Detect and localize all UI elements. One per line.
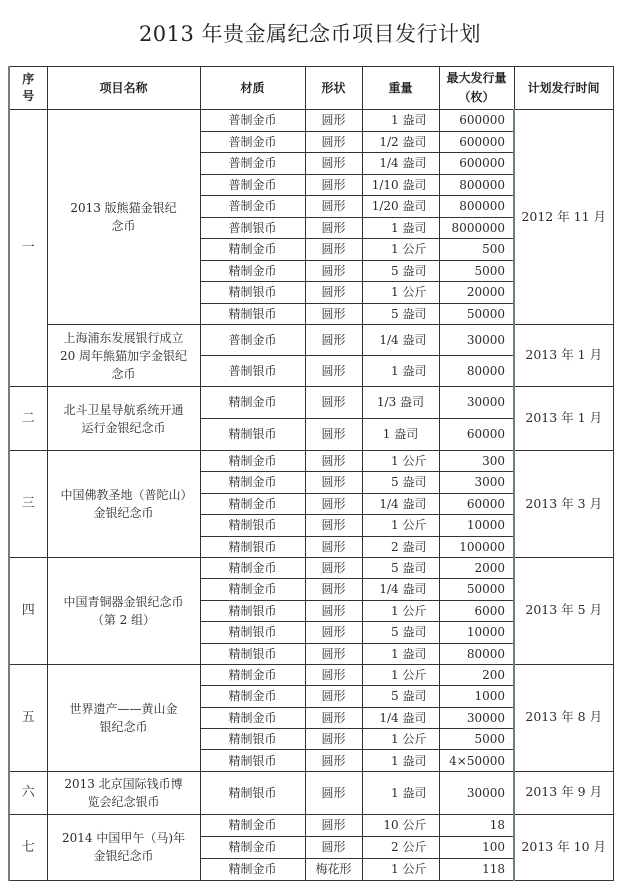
cell-quantity: 10000 <box>439 515 514 536</box>
page-title: 2013 年贵金属纪念币项目发行计划 <box>138 22 482 46</box>
cell-shape: 圆形 <box>305 174 362 196</box>
cell-weight: 5 盎司 <box>362 557 439 578</box>
cell-quantity: 30000 <box>439 325 514 356</box>
cell-seq: 五 <box>9 664 47 771</box>
cell-project-name <box>47 387 200 451</box>
table-row <box>9 771 613 814</box>
project-name-text: 2013 北京国际钱币博览会纪念银币 <box>64 776 183 809</box>
cell-shape: 圆形 <box>305 729 362 750</box>
cell-shape: 圆形 <box>305 217 362 239</box>
cell-shape: 圆形 <box>305 472 362 493</box>
cell-shape: 圆形 <box>305 282 362 304</box>
table-row <box>9 664 613 685</box>
cell-shape: 圆形 <box>305 131 362 153</box>
cell-weight: 1 公斤 <box>362 451 439 472</box>
cell-weight: 1 盎司 <box>362 217 439 239</box>
cell-project-name <box>47 325 200 387</box>
cell-weight: 5 盎司 <box>362 686 439 707</box>
cell-weight: 1 公斤 <box>362 282 439 304</box>
cell-issue-date: 2013 年 10 月 <box>514 814 613 880</box>
cell-material: 精制银币 <box>200 771 305 814</box>
cell-quantity: 20000 <box>439 282 514 304</box>
header-shape: 形状 <box>305 67 362 110</box>
cell-weight: 1/10 盎司 <box>362 174 439 196</box>
table-row <box>9 110 613 132</box>
cell-weight: 1/20 盎司 <box>362 196 439 218</box>
header-material: 材质 <box>200 67 305 110</box>
cell-seq: 六 <box>9 771 47 814</box>
cell-material: 精制金币 <box>200 579 305 600</box>
cell-project-name <box>47 814 200 880</box>
cell-quantity: 600000 <box>439 110 514 132</box>
cell-seq: 三 <box>9 451 47 558</box>
cell-material: 普制银币 <box>200 217 305 239</box>
cell-shape: 圆形 <box>305 419 362 451</box>
cell-issue-date: 2013 年 3 月 <box>514 451 613 558</box>
cell-shape: 圆形 <box>305 493 362 514</box>
cell-shape: 圆形 <box>305 622 362 643</box>
cell-issue-date: 2013 年 5 月 <box>514 557 613 664</box>
cell-quantity: 600000 <box>439 131 514 153</box>
cell-shape: 圆形 <box>305 579 362 600</box>
cell-material: 精制金币 <box>200 239 305 261</box>
cell-project-name <box>47 110 200 325</box>
cell-weight: 1/4 盎司 <box>362 153 439 175</box>
cell-material: 普制金币 <box>200 174 305 196</box>
cell-material: 精制金币 <box>200 858 305 880</box>
cell-quantity: 60000 <box>439 419 514 451</box>
cell-issue-date: 2013 年 8 月 <box>514 664 613 771</box>
cell-quantity: 10000 <box>439 622 514 643</box>
cell-shape: 圆形 <box>305 836 362 858</box>
cell-quantity: 5000 <box>439 260 514 282</box>
cell-material: 精制金币 <box>200 493 305 514</box>
cell-material: 精制金币 <box>200 814 305 836</box>
cell-weight: 1/3 盎司 <box>362 387 439 419</box>
cell-weight: 5 盎司 <box>362 303 439 325</box>
header-date: 计划发行时间 <box>514 67 613 110</box>
table-row <box>9 387 613 419</box>
cell-quantity: 5000 <box>439 729 514 750</box>
project-name-text: 2014 中国甲午（马)年金银纪念币 <box>61 831 186 864</box>
cell-material: 精制银币 <box>200 282 305 304</box>
cell-quantity: 30000 <box>439 387 514 419</box>
cell-weight: 1 公斤 <box>362 239 439 261</box>
project-name-text: 上海浦东发展银行成立 20 周年熊猫加字金银纪念币 <box>59 330 188 381</box>
cell-quantity: 800000 <box>439 196 514 218</box>
cell-material: 精制金币 <box>200 686 305 707</box>
project-name-text: 中国佛教圣地（普陀山）金银纪念币 <box>60 487 187 520</box>
cell-weight: 2 公斤 <box>362 836 439 858</box>
cell-issue-date: 2013 年 9 月 <box>514 771 613 814</box>
cell-weight: 5 盎司 <box>362 260 439 282</box>
cell-weight: 1 盎司 <box>362 419 439 451</box>
project-name-text: 中国青铜器金银纪念币（第 2 组） <box>63 594 184 627</box>
cell-shape: 圆形 <box>305 451 362 472</box>
cell-shape: 圆形 <box>305 515 362 536</box>
table-row <box>9 451 613 472</box>
cell-quantity: 800000 <box>439 174 514 196</box>
cell-material: 普制银币 <box>200 356 305 387</box>
cell-quantity: 8000000 <box>439 217 514 239</box>
cell-weight: 1 公斤 <box>362 729 439 750</box>
cell-quantity: 50000 <box>439 303 514 325</box>
cell-shape: 圆形 <box>305 664 362 685</box>
cell-shape: 圆形 <box>305 686 362 707</box>
project-name-text: 北斗卫星导航系统开通运行金银纪念币 <box>63 402 184 435</box>
cell-quantity: 4×50000 <box>439 750 514 771</box>
cell-material: 普制金币 <box>200 325 305 356</box>
cell-material: 普制金币 <box>200 153 305 175</box>
cell-seq: 七 <box>9 814 47 880</box>
cell-issue-date: 2013 年 1 月 <box>514 325 613 387</box>
cell-shape: 圆形 <box>305 303 362 325</box>
cell-project-name <box>47 664 200 771</box>
cell-shape: 圆形 <box>305 707 362 728</box>
cell-quantity: 300 <box>439 451 514 472</box>
cell-material: 精制银币 <box>200 729 305 750</box>
header-weight: 重量 <box>362 67 439 110</box>
cell-shape: 圆形 <box>305 771 362 814</box>
cell-material: 精制银币 <box>200 750 305 771</box>
cell-weight: 1 盎司 <box>362 643 439 664</box>
cell-material: 精制金币 <box>200 664 305 685</box>
cell-quantity: 80000 <box>439 356 514 387</box>
cell-material: 精制银币 <box>200 419 305 451</box>
cell-quantity: 30000 <box>439 707 514 728</box>
cell-shape: 圆形 <box>305 643 362 664</box>
cell-material: 精制金币 <box>200 472 305 493</box>
header-quantity: 最大发行量（枚） <box>439 67 514 110</box>
cell-material: 精制金币 <box>200 451 305 472</box>
cell-shape: 圆形 <box>305 536 362 557</box>
table-row <box>9 325 613 356</box>
cell-material: 精制银币 <box>200 515 305 536</box>
cell-material: 普制金币 <box>200 196 305 218</box>
cell-quantity: 118 <box>439 858 514 880</box>
cell-seq: 二 <box>9 387 47 451</box>
cell-weight: 5 盎司 <box>362 622 439 643</box>
cell-shape: 圆形 <box>305 750 362 771</box>
cell-weight: 2 盎司 <box>362 536 439 557</box>
cell-quantity: 500 <box>439 239 514 261</box>
cell-shape: 圆形 <box>305 153 362 175</box>
cell-quantity: 100000 <box>439 536 514 557</box>
cell-seq: 四 <box>9 557 47 664</box>
table-row <box>9 814 613 836</box>
cell-weight: 10 公斤 <box>362 814 439 836</box>
cell-project-name <box>47 557 200 664</box>
cell-weight: 1/4 盎司 <box>362 707 439 728</box>
cell-weight: 1 盎司 <box>362 356 439 387</box>
cell-quantity: 1000 <box>439 686 514 707</box>
cell-quantity: 3000 <box>439 472 514 493</box>
cell-project-name <box>47 771 200 814</box>
cell-weight: 1/4 盎司 <box>362 579 439 600</box>
cell-quantity: 60000 <box>439 493 514 514</box>
cell-material: 精制金币 <box>200 707 305 728</box>
cell-weight: 1 盎司 <box>362 750 439 771</box>
cell-shape: 圆形 <box>305 600 362 621</box>
cell-shape: 梅花形 <box>305 858 362 880</box>
cell-shape: 圆形 <box>305 356 362 387</box>
cell-weight: 1 盎司 <box>362 771 439 814</box>
cell-material: 精制金币 <box>200 836 305 858</box>
cell-material: 精制银币 <box>200 643 305 664</box>
project-name-text: 2013 版熊猫金银纪念币 <box>70 201 177 233</box>
cell-quantity: 600000 <box>439 153 514 175</box>
cell-weight: 5 盎司 <box>362 472 439 493</box>
cell-project-name <box>47 451 200 558</box>
cell-quantity: 6000 <box>439 600 514 621</box>
cell-weight: 1/2 盎司 <box>362 131 439 153</box>
cell-quantity: 200 <box>439 664 514 685</box>
cell-weight: 1 盎司 <box>362 110 439 132</box>
cell-shape: 圆形 <box>305 260 362 282</box>
cell-material: 精制银币 <box>200 600 305 621</box>
cell-shape: 圆形 <box>305 110 362 132</box>
cell-shape: 圆形 <box>305 814 362 836</box>
cell-material: 精制银币 <box>200 303 305 325</box>
cell-quantity: 30000 <box>439 771 514 814</box>
cell-weight: 1 公斤 <box>362 664 439 685</box>
cell-shape: 圆形 <box>305 239 362 261</box>
table-row <box>9 557 613 578</box>
cell-quantity: 100 <box>439 836 514 858</box>
cell-issue-date: 2012 年 11 月 <box>514 110 613 325</box>
cell-weight: 1 公斤 <box>362 858 439 880</box>
cell-weight: 1 公斤 <box>362 600 439 621</box>
cell-material: 普制金币 <box>200 131 305 153</box>
cell-shape: 圆形 <box>305 325 362 356</box>
cell-quantity: 50000 <box>439 579 514 600</box>
header-seq: 序号 <box>9 67 47 110</box>
project-name-text: 世界遗产——黄山金银纪念币 <box>69 701 178 734</box>
cell-shape: 圆形 <box>305 387 362 419</box>
cell-shape: 圆形 <box>305 557 362 578</box>
cell-issue-date: 2013 年 1 月 <box>514 387 613 451</box>
cell-quantity: 2000 <box>439 557 514 578</box>
cell-material: 精制金币 <box>200 557 305 578</box>
cell-material: 精制金币 <box>200 387 305 419</box>
header-project: 项目名称 <box>47 67 200 110</box>
cell-material: 普制金币 <box>200 110 305 132</box>
issuance-plan-table <box>8 66 614 881</box>
cell-weight: 1/4 盎司 <box>362 325 439 356</box>
cell-material: 精制银币 <box>200 622 305 643</box>
cell-shape: 圆形 <box>305 196 362 218</box>
cell-seq: 一 <box>9 110 47 387</box>
cell-quantity: 80000 <box>439 643 514 664</box>
cell-material: 精制银币 <box>200 536 305 557</box>
cell-weight: 1/4 盎司 <box>362 493 439 514</box>
cell-weight: 1 公斤 <box>362 515 439 536</box>
cell-material: 精制金币 <box>200 260 305 282</box>
cell-quantity: 18 <box>439 814 514 836</box>
header-row <box>9 67 613 110</box>
